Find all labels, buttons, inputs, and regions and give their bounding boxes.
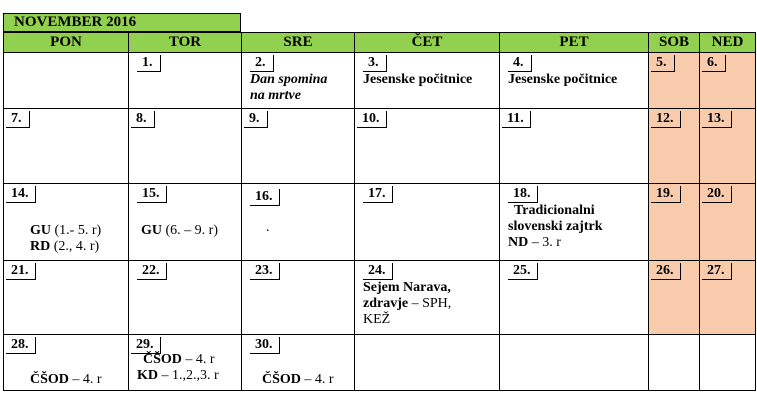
event-text: ND – 3. r bbox=[508, 235, 561, 250]
day-cell bbox=[4, 53, 129, 109]
day-cell bbox=[242, 53, 355, 109]
empty-cell bbox=[700, 335, 756, 391]
day-cell bbox=[500, 261, 649, 335]
day-number: 27. bbox=[702, 263, 732, 280]
day-cell bbox=[4, 261, 129, 335]
day-cell bbox=[4, 184, 129, 261]
week-row bbox=[4, 261, 756, 335]
weekend-cell bbox=[700, 109, 756, 184]
day-cell bbox=[355, 53, 500, 109]
event-text: Jesenske počitnice bbox=[508, 72, 618, 87]
day-cell bbox=[129, 335, 242, 391]
weekend-cell bbox=[700, 184, 756, 261]
event-text: GU (6. – 9. r) bbox=[141, 223, 218, 238]
day-cell bbox=[500, 53, 649, 109]
day-cell bbox=[129, 184, 242, 261]
empty-cell bbox=[355, 335, 500, 391]
day-number: 28. bbox=[6, 337, 36, 354]
day-number: 6. bbox=[702, 55, 726, 72]
calendar-table bbox=[3, 32, 756, 391]
weekend-cell bbox=[649, 184, 700, 261]
day-cell bbox=[242, 261, 355, 335]
event-text: ČŠOD – 4. r bbox=[30, 372, 102, 387]
weekday-header: SRE bbox=[242, 33, 355, 53]
weekday-header: SOB bbox=[649, 33, 700, 53]
day-number: 15. bbox=[137, 186, 167, 203]
event-text: . bbox=[266, 220, 270, 235]
event-text: Sejem Narava, bbox=[363, 280, 451, 295]
event-text: ČŠOD – 4. r bbox=[143, 352, 215, 367]
day-number: 17. bbox=[363, 186, 393, 203]
day-cell bbox=[355, 109, 500, 184]
day-cell bbox=[500, 109, 649, 184]
day-number: 22. bbox=[137, 263, 167, 280]
day-number: 29. bbox=[131, 337, 161, 354]
day-cell bbox=[4, 109, 129, 184]
day-cell bbox=[355, 184, 500, 261]
day-number: 12. bbox=[651, 111, 681, 128]
event-text: Tradicionalni bbox=[514, 203, 595, 218]
weekend-cell bbox=[649, 109, 700, 184]
empty-cell bbox=[649, 335, 700, 391]
day-cell bbox=[4, 335, 129, 391]
day-number: 26. bbox=[651, 263, 681, 280]
day-number: 1. bbox=[137, 55, 161, 72]
event-text: GU (1.- 5. r) bbox=[30, 223, 102, 238]
week-row bbox=[4, 184, 756, 261]
day-number: 11. bbox=[502, 111, 531, 128]
event-text: slovenski zajtrk bbox=[508, 219, 603, 234]
day-number: 16. bbox=[250, 189, 280, 206]
day-cell bbox=[129, 261, 242, 335]
calendar-title: NOVEMBER 2016 bbox=[3, 13, 241, 32]
day-cell bbox=[129, 109, 242, 184]
day-cell bbox=[500, 184, 649, 261]
event-text: KEŽ bbox=[363, 312, 391, 327]
day-number: 21. bbox=[6, 263, 36, 280]
day-number: 18. bbox=[508, 186, 538, 203]
week-row bbox=[4, 335, 756, 391]
weekend-cell bbox=[649, 53, 700, 109]
event-text: na mrtve bbox=[250, 88, 301, 103]
day-number: 23. bbox=[250, 263, 280, 280]
day-number: 24. bbox=[363, 263, 393, 280]
day-number: 9. bbox=[244, 111, 268, 128]
day-number: 2. bbox=[250, 55, 274, 72]
day-number: 25. bbox=[508, 263, 538, 280]
day-number: 5. bbox=[651, 55, 675, 72]
event-text: zdravje – SPH, bbox=[363, 296, 452, 311]
weekday-header: PON bbox=[4, 33, 129, 53]
day-number: 4. bbox=[508, 55, 532, 72]
weekend-cell bbox=[700, 53, 756, 109]
day-cell bbox=[129, 53, 242, 109]
weekday-header-row bbox=[4, 33, 756, 53]
day-cell bbox=[355, 261, 500, 335]
day-cell bbox=[242, 109, 355, 184]
event-text: Dan spomina bbox=[250, 72, 328, 87]
weekday-header: PET bbox=[500, 33, 649, 53]
event-text: RD (2., 4. r) bbox=[30, 239, 100, 254]
day-number: 30. bbox=[250, 337, 280, 354]
day-number: 3. bbox=[363, 55, 387, 72]
weekend-cell bbox=[649, 261, 700, 335]
weekday-header: ČET bbox=[355, 33, 500, 53]
weekend-cell bbox=[700, 261, 756, 335]
day-number: 8. bbox=[131, 111, 155, 128]
event-text: KD – 1.,2.,3. r bbox=[137, 368, 219, 383]
day-number: 7. bbox=[6, 111, 30, 128]
week-row bbox=[4, 109, 756, 184]
day-cell bbox=[242, 184, 355, 261]
day-number: 14. bbox=[6, 186, 36, 203]
day-cell bbox=[242, 335, 355, 391]
weekday-header: NED bbox=[700, 33, 756, 53]
week-row bbox=[4, 53, 756, 109]
event-text: ČŠOD – 4. r bbox=[262, 372, 334, 387]
day-number: 13. bbox=[702, 111, 732, 128]
empty-cell bbox=[500, 335, 649, 391]
day-number: 10. bbox=[357, 111, 387, 128]
day-number: 19. bbox=[651, 186, 681, 203]
day-number: 20. bbox=[702, 186, 732, 203]
event-text: Jesenske počitnice bbox=[363, 72, 473, 87]
weekday-header: TOR bbox=[129, 33, 242, 53]
